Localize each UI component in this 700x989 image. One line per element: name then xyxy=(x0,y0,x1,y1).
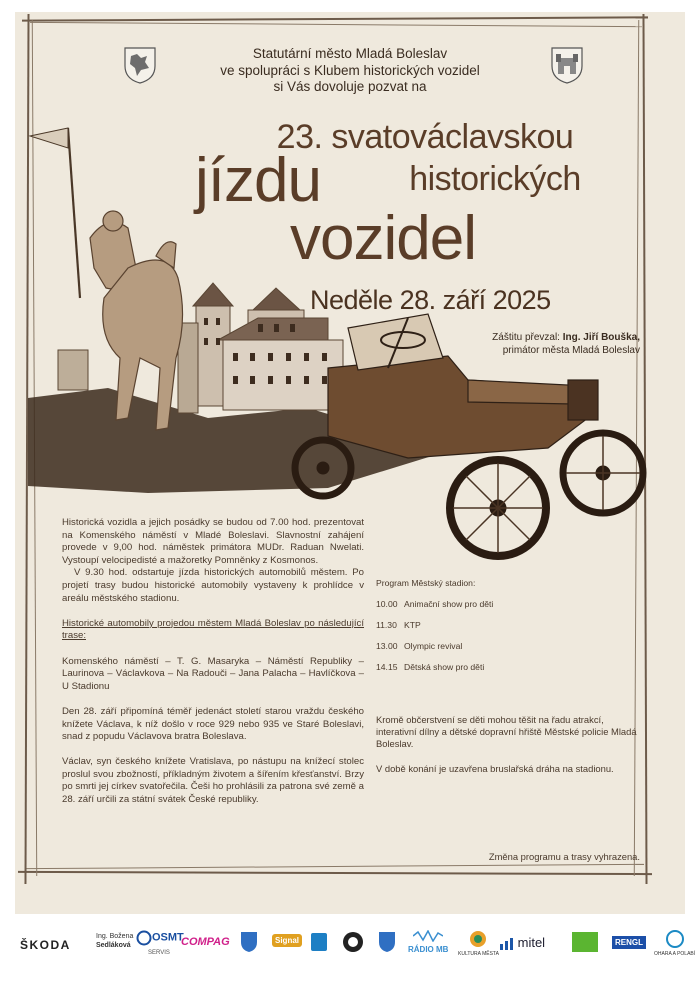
sponsor-sedlakova-line: Ing. Božena xyxy=(96,933,134,940)
sponsor-compag: COMPAG xyxy=(181,936,230,948)
program-heading: Program Městský stadion: xyxy=(376,578,476,588)
patronage-label: Záštitu převzal: xyxy=(492,332,560,343)
route-heading: Historické automobily projedou městem Mladá Boleslav po následující trase: xyxy=(62,617,364,642)
paragraph-start: V 9.30 hod. odstartuje jízda historických automobilů městem. Po projetí trasy budou historické automobily vystaveny k prohlídce v areálu městského stadionu. xyxy=(62,567,364,604)
kultura-logo-icon xyxy=(468,930,488,948)
extra-attractions: Kromě občerstvení se děti mohou těšit na řadu atrakcí, interativní dílny a dětské dopravní hřiště Městské policie Mladá Boleslav. xyxy=(376,714,637,750)
sponsor-green-logo-icon xyxy=(572,932,598,952)
program-time: 10.00 xyxy=(376,599,398,609)
title-jizdu: jízdu xyxy=(195,146,321,215)
sponsor-radio xyxy=(408,930,448,955)
program-item xyxy=(376,619,646,631)
intro-line: Statutární město Mladá Boleslav xyxy=(252,46,448,61)
osmt-logo-icon xyxy=(136,930,152,946)
paragraph-wenceslas: Václav, syn českého knížete Vratislava, po nástupu na knížecí stolec proslul svou zbožností, příkladným životem a šířením křesťanství. Brzy po smrti jej církev svatořečila. Češi ho prohlásili za patrona své země a 28. září určili za státní svátek České republiky. xyxy=(62,756,364,806)
sponsor-radio-name: RÁDIO MB xyxy=(408,945,449,954)
program-label: Animační show pro děti xyxy=(404,599,494,609)
sponsor-sedlakova xyxy=(96,932,133,950)
route-text: Komenského náměstí – T. G. Masaryka – Náměstí Republiky – Laurinova – Václavkova – Na Radouči – Jana Palacha – Havlíčkova – U Stadionu xyxy=(62,655,364,692)
sponsor-rengl: RENGL xyxy=(612,936,646,949)
sponsor-ohara-name: OHARA A POLABÍ xyxy=(654,951,696,957)
sponsor-mitel xyxy=(500,935,545,950)
title-vozidel: vozidel xyxy=(290,204,476,273)
sponsor-skoda: ŠKODA xyxy=(20,938,71,952)
title-line-1: 23. svatováclavskou xyxy=(276,118,574,156)
sponsor-ohara xyxy=(654,930,695,958)
mitel-bars-icon xyxy=(500,938,514,950)
event-date: Neděle 28. září 2025 xyxy=(310,285,551,315)
sponsor-osmt xyxy=(136,930,184,957)
castle-crest-icon xyxy=(550,46,584,84)
patronage xyxy=(400,331,640,357)
program-label: Olympic revival xyxy=(404,641,463,651)
sponsor-osmt-name: OSMT xyxy=(152,931,184,944)
sponsor-mitel-name: mitel xyxy=(517,935,546,950)
sponsor-kultura-name: KULTURA MĚSTA xyxy=(458,951,499,957)
program-label: Dětská show pro děti xyxy=(404,662,485,672)
radio-wave-icon xyxy=(413,930,443,942)
sponsor-signal: Signal xyxy=(272,934,302,947)
body-text xyxy=(62,517,364,819)
sponsor-bar xyxy=(0,926,700,966)
patronage-name: Ing. Jiří Bouška, xyxy=(562,332,640,343)
extra-info xyxy=(376,714,638,787)
intro-line: si Vás dovoluje pozvat na xyxy=(273,79,427,94)
sponsor-logo-icon xyxy=(310,932,328,952)
badge-icon xyxy=(342,931,364,953)
sponsor-osmt-sub: SERVIS xyxy=(148,950,170,956)
program-time: 14.15 xyxy=(376,662,398,672)
sponsor-kultura xyxy=(458,930,499,958)
crest-icon xyxy=(378,931,396,953)
program-change-note: Změna programu a trasy vyhrazena. xyxy=(488,851,640,862)
program-item xyxy=(376,661,646,673)
extra-closure: V době konání je uzavřena bruslařská dráha na stadionu. xyxy=(376,762,614,774)
program-item xyxy=(376,640,646,652)
intro-line: ve spolupráci s Klubem historických vozidel xyxy=(220,62,480,78)
paragraph-intro: Historická vozidla a jejich posádky se budou od 7.00 hod. prezentovat na Komenského náměstí v Mladé Boleslavi. Slavnostní zahájení provede v 9,00 hod. náměstek primátora MUDr. Raduan Nwelati. Vystoupí velocipedisté a mažoretky Pomněnky z Kosmonos. xyxy=(62,517,364,566)
ohara-logo-icon xyxy=(665,930,685,948)
program-label: KTP xyxy=(404,620,421,630)
patronage-role: primátor města Mladá Boleslav xyxy=(502,345,640,356)
sponsor-sedlakova-line: Sedláková xyxy=(96,942,131,949)
program-item xyxy=(376,598,646,610)
program-list xyxy=(376,577,646,682)
program-time: 13.00 xyxy=(376,641,398,651)
crest-icon xyxy=(240,931,258,953)
paragraph-history: Den 28. září připomíná téměř jedenáct století starou vraždu českého knížete Václava, k níž došlo v roce 929 nebo 935 ve Staré Boleslavi, snad z popudu Václavova bratra Boleslava. xyxy=(62,705,364,743)
intro-text xyxy=(150,46,550,96)
program-time: 11.30 xyxy=(376,620,397,630)
title-line-2: historických xyxy=(409,160,581,198)
